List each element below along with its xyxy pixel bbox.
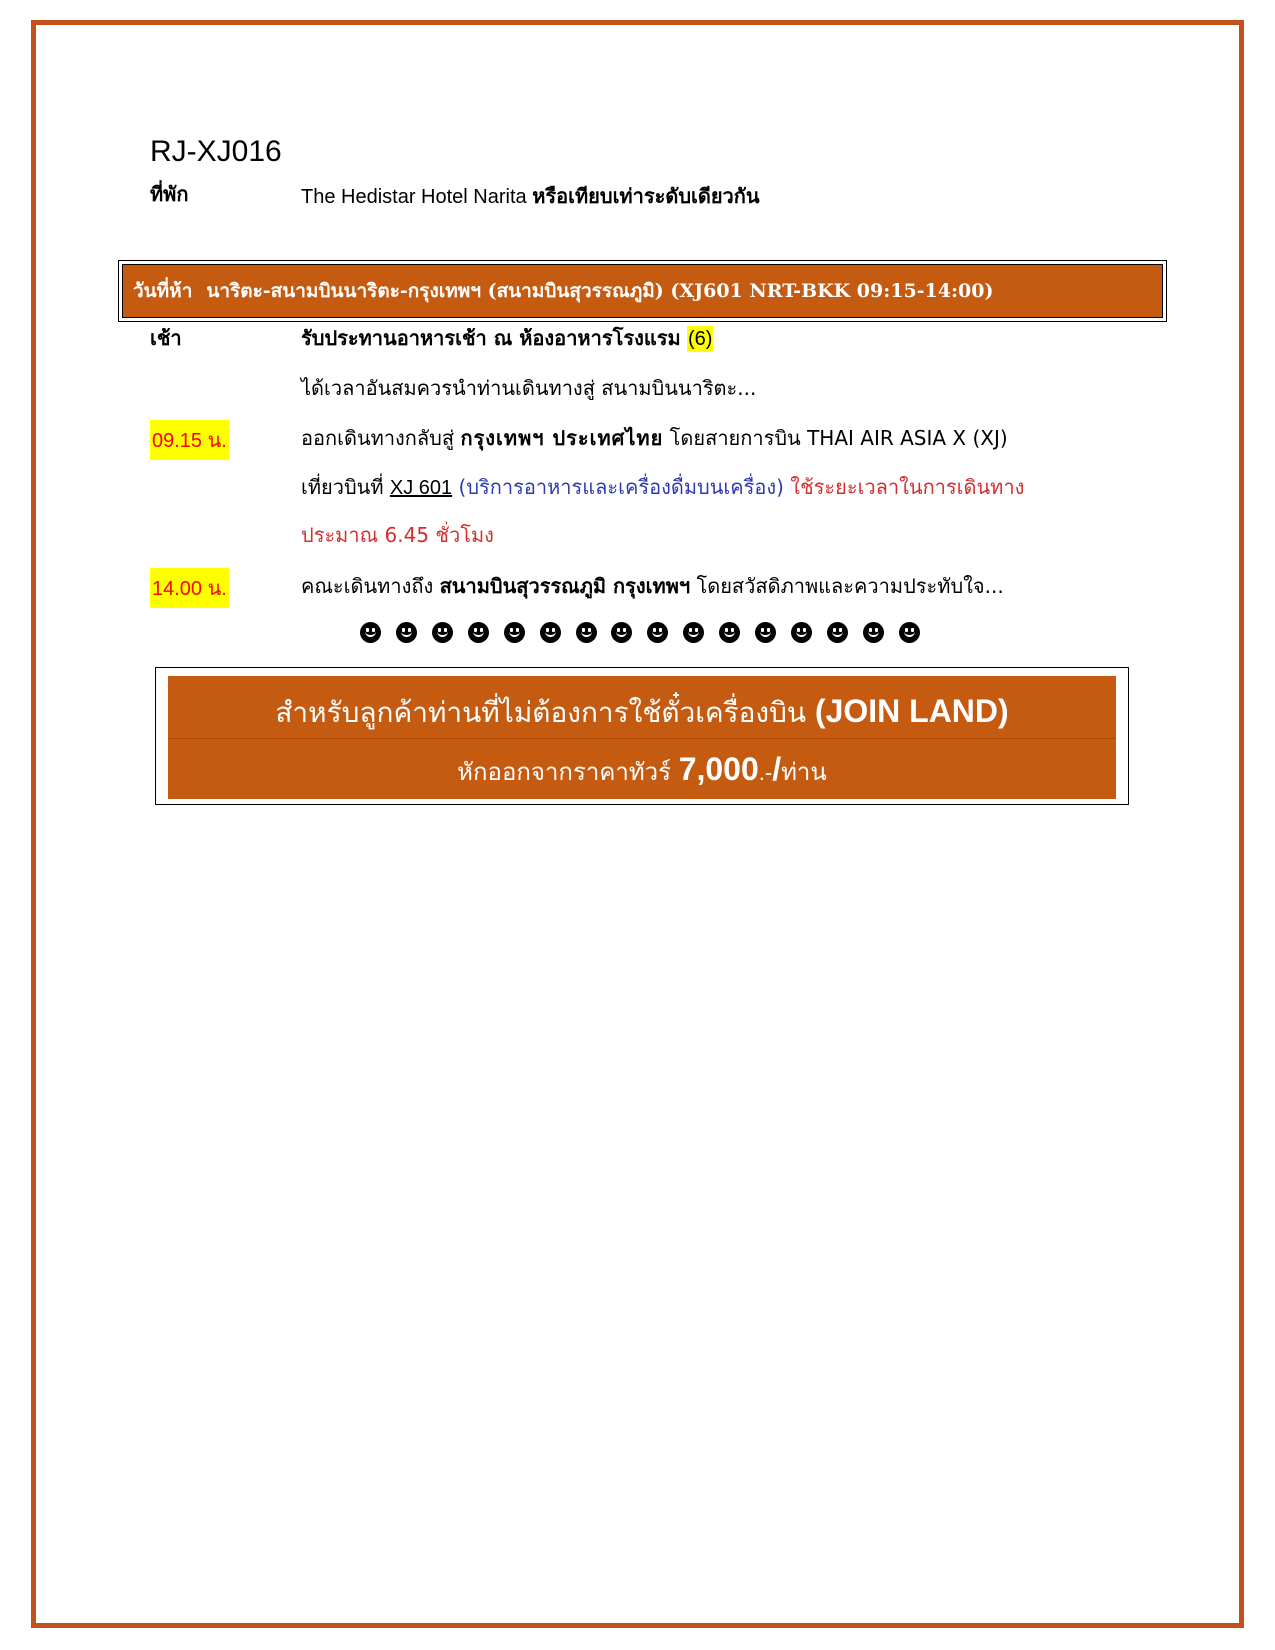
depart-text: ออกเดินทางกลับสู่ (301, 426, 455, 450)
depart-line-1 (301, 422, 1008, 454)
meal-number: (6) (688, 328, 713, 350)
smiley-icon (719, 622, 740, 643)
arrive-time: 14.00 น. (150, 568, 229, 608)
smiley-icon (611, 622, 632, 643)
inflight-service: (บริการอาหารและเครื่องดื่มบนเครื่อง) (458, 475, 784, 499)
flight-duration: ประมาณ 6.45 ชั่วโมง (301, 523, 494, 547)
breakfast-note: ได้เวลาอันสมควรนำท่านเดินทางสู่ สนามบินนาริตะ... (301, 376, 757, 400)
day-route: นาริตะ-สนามบินนาริตะ-กรุงเทพฯ (สนามบินสุวรรณภูมิ) (XJ601 NRT-BKK 09:15-14:00) (206, 280, 994, 302)
depart-airline: โดยสายการบิน THAI AIR ASIA X (XJ) (669, 426, 1008, 450)
tour-code: RJ-XJ016 (150, 135, 282, 168)
smiley-icon (576, 622, 597, 643)
flight-prefix: เที่ยวบินที่ (301, 475, 384, 499)
hotel-label: ที่พัก (150, 182, 189, 206)
day-label: วันที่ห้า (133, 280, 193, 302)
smiley-icon (396, 622, 417, 643)
breakfast-title: รับประทานอาหารเช้า ณ ห้องอาหารโรงแรม (301, 326, 681, 350)
smiley-divider (360, 622, 920, 643)
arrive-line (301, 570, 1004, 602)
day-header (122, 264, 1163, 318)
depart-time: 09.15 น. (150, 420, 229, 460)
smiley-icon (863, 622, 884, 643)
hotel-info (301, 180, 760, 212)
price-suffix: .- (758, 760, 773, 785)
smiley-icon (360, 622, 381, 643)
arrive-place: สนามบินสุวรรณภูมิ กรุงเทพฯ (439, 574, 691, 598)
smiley-icon (468, 622, 489, 643)
join-land-box (155, 667, 1129, 805)
price-text: หักออกจากราคาทัวร์ (457, 758, 672, 786)
arrive-text: คณะเดินทางถึง (301, 574, 434, 598)
smiley-icon (827, 622, 848, 643)
join-land-price (168, 742, 1116, 796)
smiley-icon (504, 622, 525, 643)
join-land-text: สำหรับลูกค้าท่านที่ไม่ต้องการใช้ตั๋วเครื่องบิน (275, 696, 806, 729)
smiley-icon (540, 622, 561, 643)
depart-line-2 (301, 471, 1024, 503)
breakfast-line (301, 322, 713, 354)
smiley-icon (899, 622, 920, 643)
breakfast-time: เช้า (150, 326, 182, 350)
smiley-icon (791, 622, 812, 643)
join-land-label: (JOIN LAND) (814, 693, 1009, 729)
price-slash: / (772, 751, 782, 787)
depart-destination: กรุงเทพฯ ประเทศไทย (460, 426, 664, 450)
smiley-icon (432, 622, 453, 643)
flight-number: XJ 601 (389, 477, 453, 499)
flight-duration-label: ใช้ระยะเวลาในการเดินทาง (790, 475, 1025, 499)
price-value: 7,000 (678, 751, 759, 787)
join-land-banner (168, 676, 1116, 799)
arrive-closing: โดยสวัสดิภาพและความประทับใจ... (696, 574, 1004, 598)
day-header-box (118, 260, 1167, 322)
price-unit: ท่าน (781, 758, 827, 786)
smiley-icon (683, 622, 704, 643)
smiley-icon (647, 622, 668, 643)
hotel-suffix: หรือเทียบเท่าระดับเดียวกัน (532, 184, 760, 208)
join-land-title (168, 684, 1116, 739)
hotel-name: The Hedistar Hotel Narita (301, 186, 527, 208)
smiley-icon (755, 622, 776, 643)
